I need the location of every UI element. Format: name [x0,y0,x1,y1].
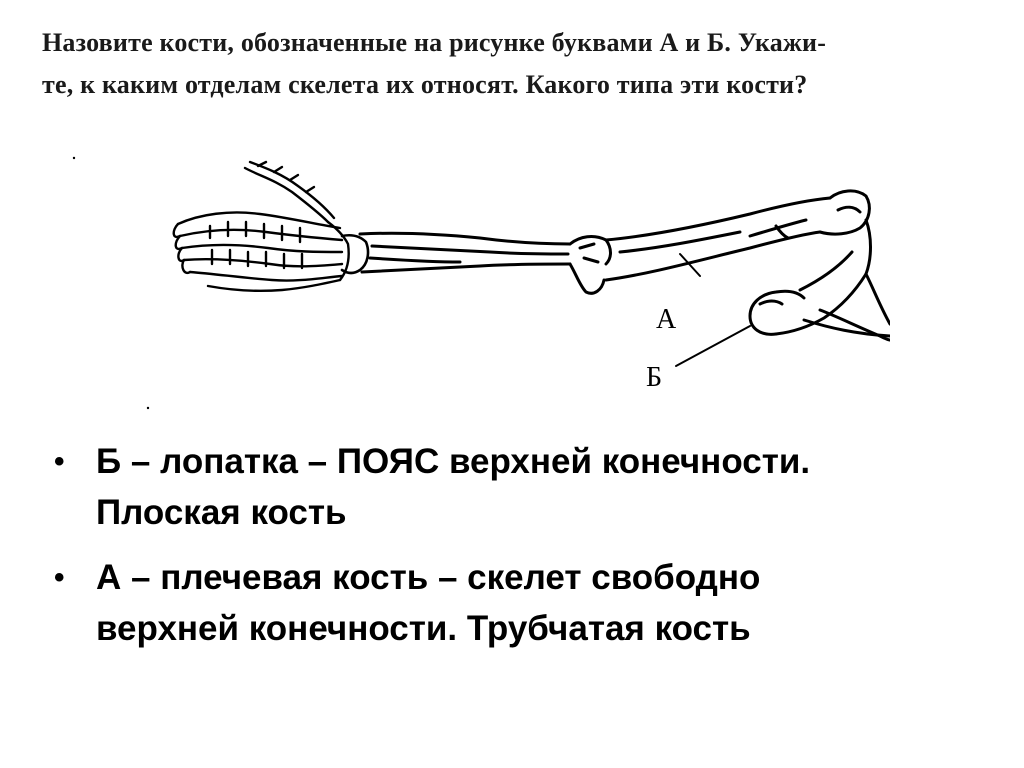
bullet: • [54,561,65,594]
forearm-bones [360,233,611,293]
answer-a-line-1: А – плечевая кость – скелет свободно [96,558,761,597]
answer-item-a [52,552,992,654]
label-b: Б [646,362,663,393]
question-text [42,22,1012,106]
hand-bones [174,162,349,291]
answer-b-line-2: Плоская кость [96,493,347,532]
answer-b-line-1: Б – лопатка – ПОЯС верхней конечности. [96,442,811,481]
scapula-bone-b [750,220,890,340]
answer-list [52,436,992,668]
label-b-pointer [676,326,750,366]
question-line-2: те, к каким отделам скелета их относят. Какого типа эти кости? [42,70,808,99]
bullet: • [54,445,65,478]
humerus-bone-a [606,191,869,280]
arm-skeleton-figure [60,140,890,420]
label-a: А [656,304,677,335]
answer-item-b [52,436,992,538]
question-line-1: Назовите кости, обозначенные на рисунке буквами А и Б. Укажи- [42,28,827,57]
answer-a-line-2: верхней конечности. Трубчатая кость [96,609,751,648]
arm-skeleton-drawing [60,140,890,420]
